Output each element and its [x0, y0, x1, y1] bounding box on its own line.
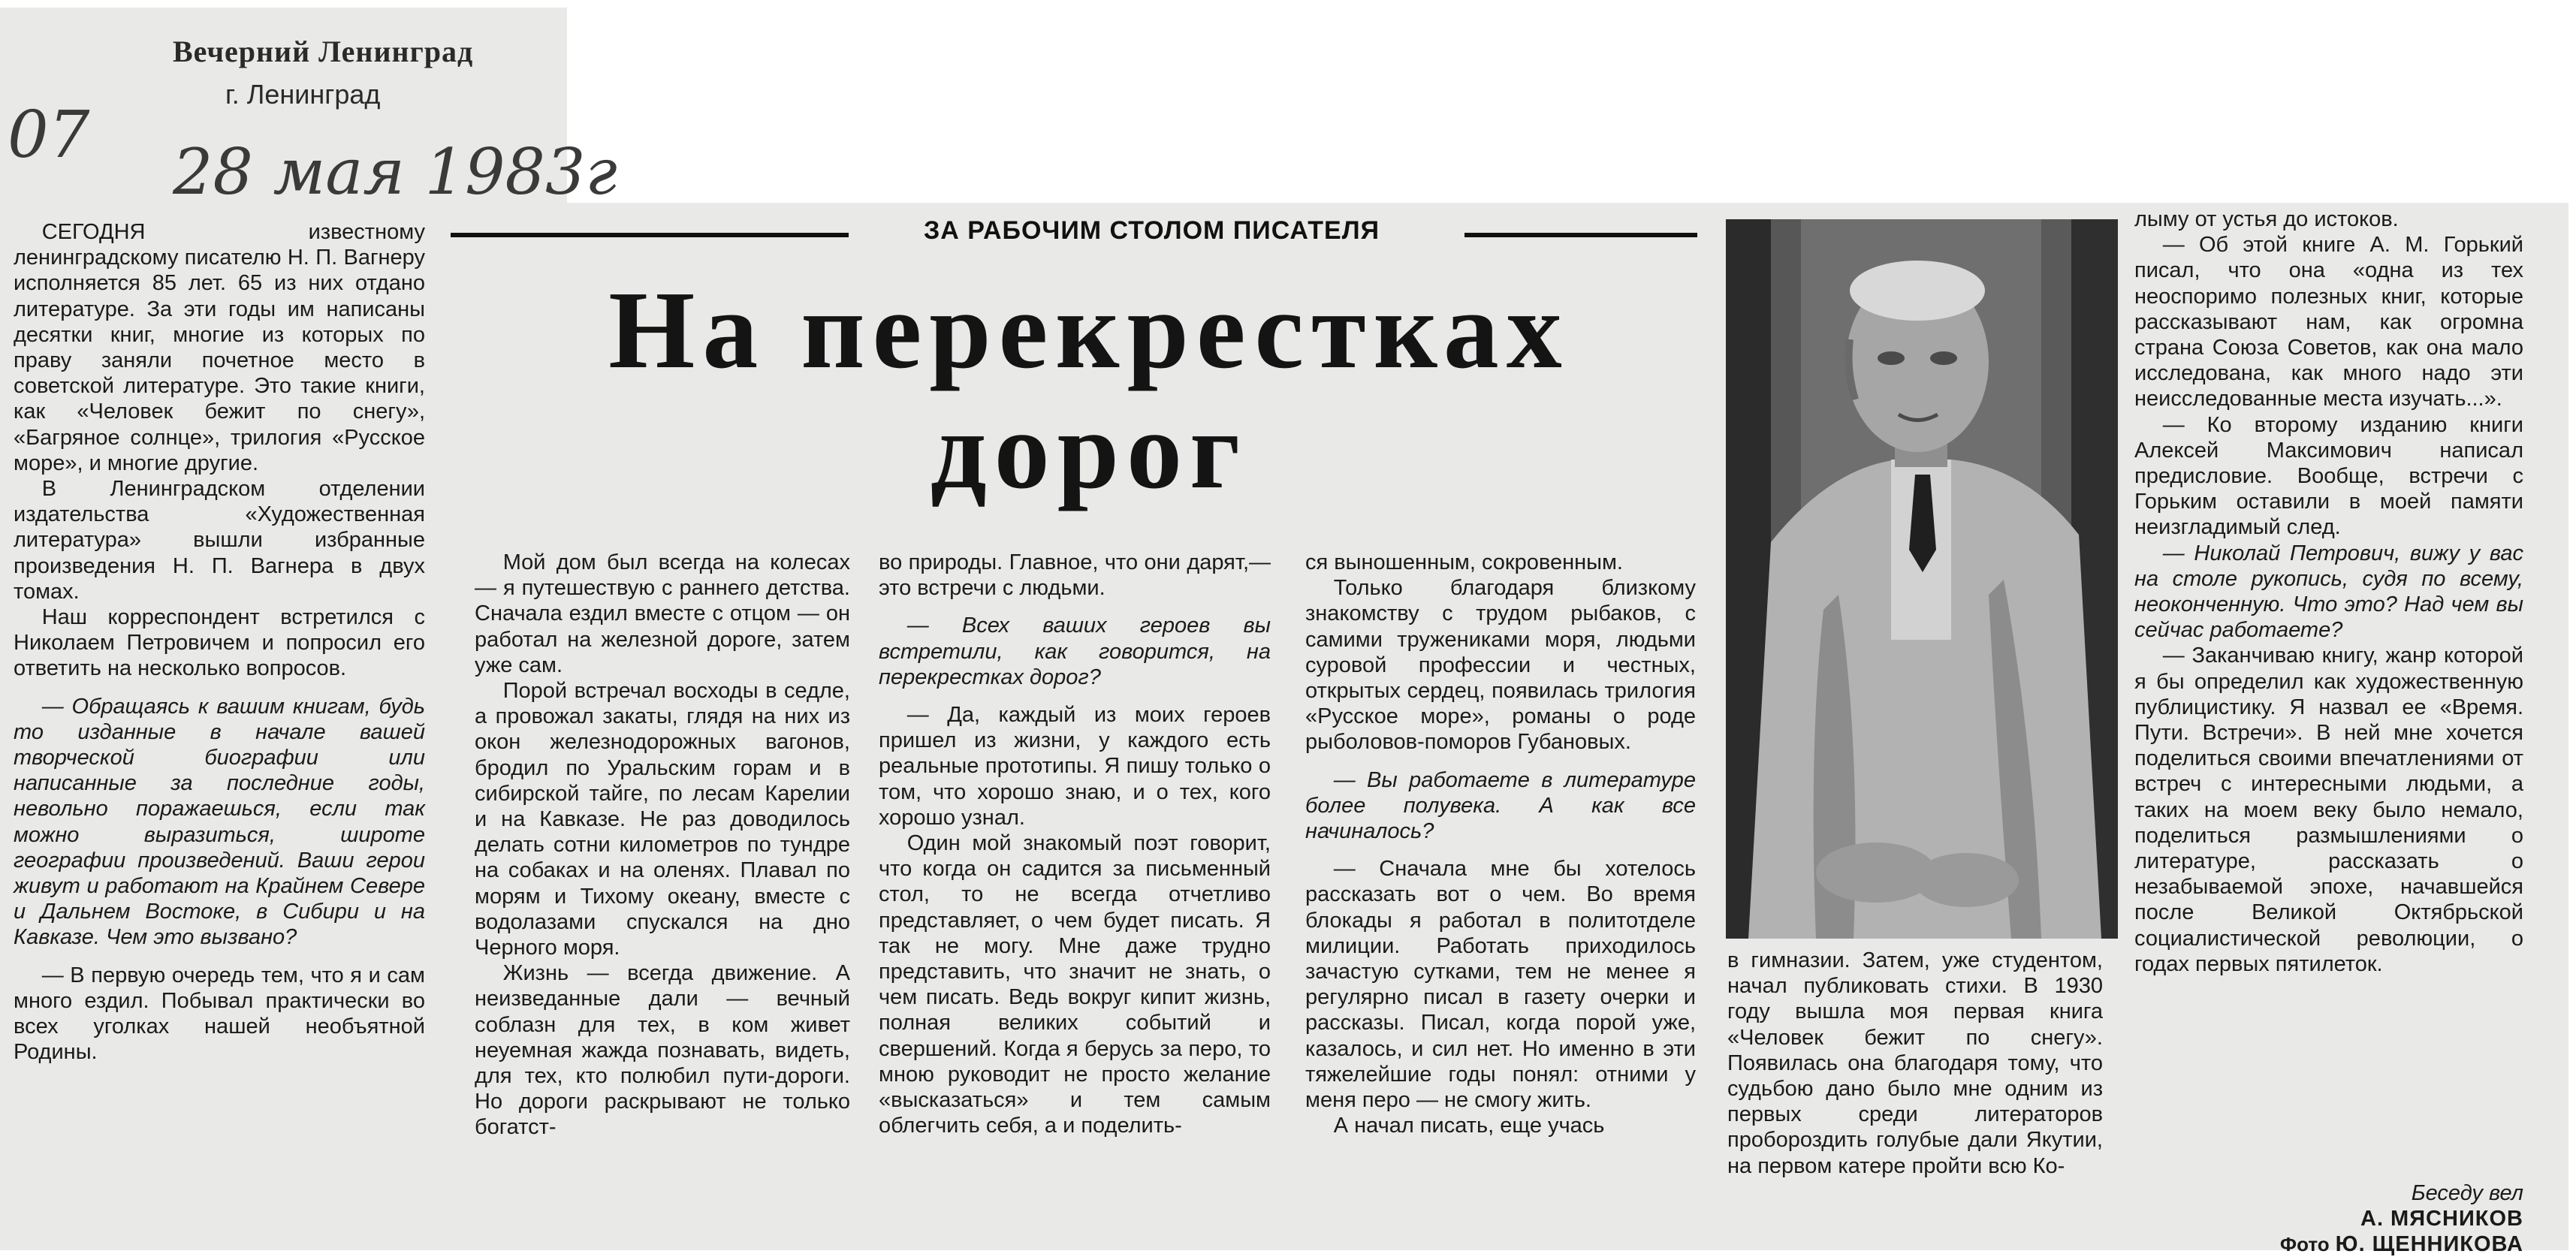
headline-line-1: На перекрестках	[608, 269, 1570, 392]
newspaper-stamp-name: Вечерний Ленинград	[173, 35, 474, 68]
rubric	[451, 216, 1697, 246]
answer-4: — Заканчиваю книгу, жанр которой я бы определил как художественную публицистику. Я назвал ее «Время. Пути. Встречи». В ней мне хочется поделиться своими впечатлениями от встреч с интересными людьми, а таких на моем веку было немало, поделиться размышлениями о литературе, рассказать о незабываемой эпохе, начавшейся после Великой Октябрьской социалистической революции, о годах первых пятилеток.	[2134, 644, 2523, 976]
body-paragraph: Только благодаря близкому знакомству с трудом рыбаков, с самими тружениками моря, людьми суровой профессии и честных, открытых сердец, появилась трилогия «Русское море», романы о роде рыболовов-поморов Губановых.	[1305, 576, 1696, 755]
newspaper-stamp-city: г. Ленинград	[225, 79, 381, 110]
question-2: — Всех ваших героев вы встретили, как говорится, на перекрестках дорог?	[879, 613, 1271, 689]
photo-credit-name: Ю. ЩЕННИКОВА	[2335, 1232, 2523, 1256]
byline-label: Беседу вел	[2411, 1181, 2523, 1205]
body-paragraph: Мой дом был всегда на колесах — я путешествую с раннего детства. Сначала ездил вместе с отцом — он работал на железной дороге, затем уже сам.	[475, 550, 850, 677]
column-3	[879, 550, 1271, 1138]
answer-2: — Да, каждый из моих героев пришел из жизни, у каждого есть реальные прототипы. Я пишу только о том, что хорошо знаю, и о тех, кого хорошо узнал.	[879, 703, 1271, 830]
photo-credit-label: Фото	[2279, 1233, 2330, 1255]
body-paragraph: А начал писать, еще учась	[1333, 1114, 1605, 1138]
column-1	[14, 219, 425, 1066]
rubric-text: ЗА РАБОЧИМ СТОЛОМ ПИСАТЕЛЯ	[924, 216, 1380, 245]
intro-paragraph: В Ленинградском отделении издательства «Художественная литература» вышли избранные произведения Н. П. Вагнера в двух томах.	[14, 477, 425, 604]
body-paragraph: Порой встречал восходы в седле, а провожал закаты, глядя на них из окон железнодорожных вагонов, бродил по Уральским горам и в сибирской тайге, по лесам Карелии и на Кавказе. Не раз доводилось делать сотни километров по тундре на собаках и на оленях. Плавал по морям и Тихому океану, вместе с водолазами спускался на дно Черного моря.	[475, 679, 850, 960]
body-paragraph: Жизнь — всегда движение. А неизведанные дали — вечный соблазн для тех, в ком живет неуемная жажда познавать, видеть, для тех, кто полюбил пути-дороги. Но дороги раскрывают не только богатст-	[475, 961, 850, 1140]
column-4	[1305, 550, 1696, 1138]
rubric-rule-left	[451, 233, 849, 237]
intro-paragraph: СЕГОДНЯ известному ленинградскому писателю Н. П. Вагнеру исполняется 85 лет. 65 из них отдано литературе. За эти годы им написаны десятки книг, многие из которых по праву заняли почетное место в советской литературе. Это такие книги, как «Человек бежит по снегу», «Багряное солнце», трилогия «Русское море», и многие другие.	[14, 220, 425, 475]
intro-paragraph: Наш корреспондент встретился с Николаем Петровичем и попросил его ответить на несколько вопросов.	[14, 605, 425, 681]
body-paragraph: в гимназии. Затем, уже студентом, начал публиковать стихи. В 1930 году вышла моя первая книга «Человек бежит по снегу». Появилась она благодаря тому, что судьбою дано было мне одним из первых среди литераторов пробороздить голубые дали Якутии, на первом катере пройти всю Ко-	[1727, 948, 2103, 1178]
author-photo	[1726, 219, 2118, 939]
question-3: — Вы работаете в литературе более полувека. А как все начиналось?	[1305, 767, 1696, 844]
headline	[481, 270, 1697, 511]
handwritten-number: 07	[8, 98, 90, 173]
headline-line-2: дорог	[930, 389, 1248, 512]
answer-1: — В первую очередь тем, что я и сам много ездил. Побывал практически во всех уголках нашей необъятной Родины.	[14, 963, 425, 1065]
question-1: — Обращаясь к вашим книгам, будь то изданные в начале вашей творческой биографии или написанные за последние годы, невольно поражаешься, если так можно выразиться, широте географии произведений. Ваши герои живут и работают на Крайнем Севере и Дальнем Востоке, в Сибири и на Кавказе. Чем это вызвано?	[14, 694, 425, 950]
body-paragraph: лыму от устья до истоков.	[2134, 207, 2399, 231]
rubric-rule-right	[1464, 233, 1697, 237]
body-paragraph: во природы. Главное, что они дарят,—это встречи с людьми.	[879, 550, 1271, 601]
byline	[2261, 1180, 2523, 1257]
handwritten-date: 28 мая 1983г	[173, 135, 617, 209]
byline-name: А. МЯСНИКОВ	[2360, 1207, 2523, 1231]
question-4: — Николай Петрович, вижу у вас на столе рукопись, судя по всему, неоконченную. Что это? Над чем вы сейчас работаете?	[2134, 541, 2523, 643]
body-paragraph: — Ко второму изданию книги Алексей Максимович написал предисловие. Вообще, встречи с Горьким оставили в моей памяти неизгладимый след.	[2134, 412, 2523, 540]
author-photo-image	[1726, 219, 2118, 939]
body-paragraph: Один мой знакомый поэт говорит, что когда он садится за письменный стол, то не всегда отчетливо представляет, о чем будет писать. Я так не могу. Мне даже трудно представить, что значит не знать, о чем писать. Ведь вокруг кипит жизнь, полная великих событий и свершений. Когда я берусь за перо, то мною руководит не просто желание «высказаться» и тем самым облегчить себя, а и поделить-	[879, 831, 1271, 1138]
body-paragraph: — Об этой книге А. М. Горький писал, что она «одна из тех неоспоримо полезных книг, которые рассказывают нам, как огромна страна Союза Советов, как она мало исследована, как много надо эти неисследованные места изучать...».	[2134, 233, 2523, 411]
column-2	[475, 550, 850, 1141]
column-5	[1727, 948, 2103, 1179]
column-6	[2134, 206, 2523, 977]
answer-3: — Сначала мне бы хотелось рассказать вот о чем. Во время блокады я работал в политотделе милиции. Работать приходилось зачастую сутками, тем не менее я регулярно писал в газету очерки и рассказы. Писал, когда порой уже, казалось, и сил нет. Но именно в эти тяжелейшие годы понял: отними у меня перо — не смогу жить.	[1305, 857, 1696, 1113]
body-paragraph: ся выношенным, сокровенным.	[1305, 550, 1623, 574]
